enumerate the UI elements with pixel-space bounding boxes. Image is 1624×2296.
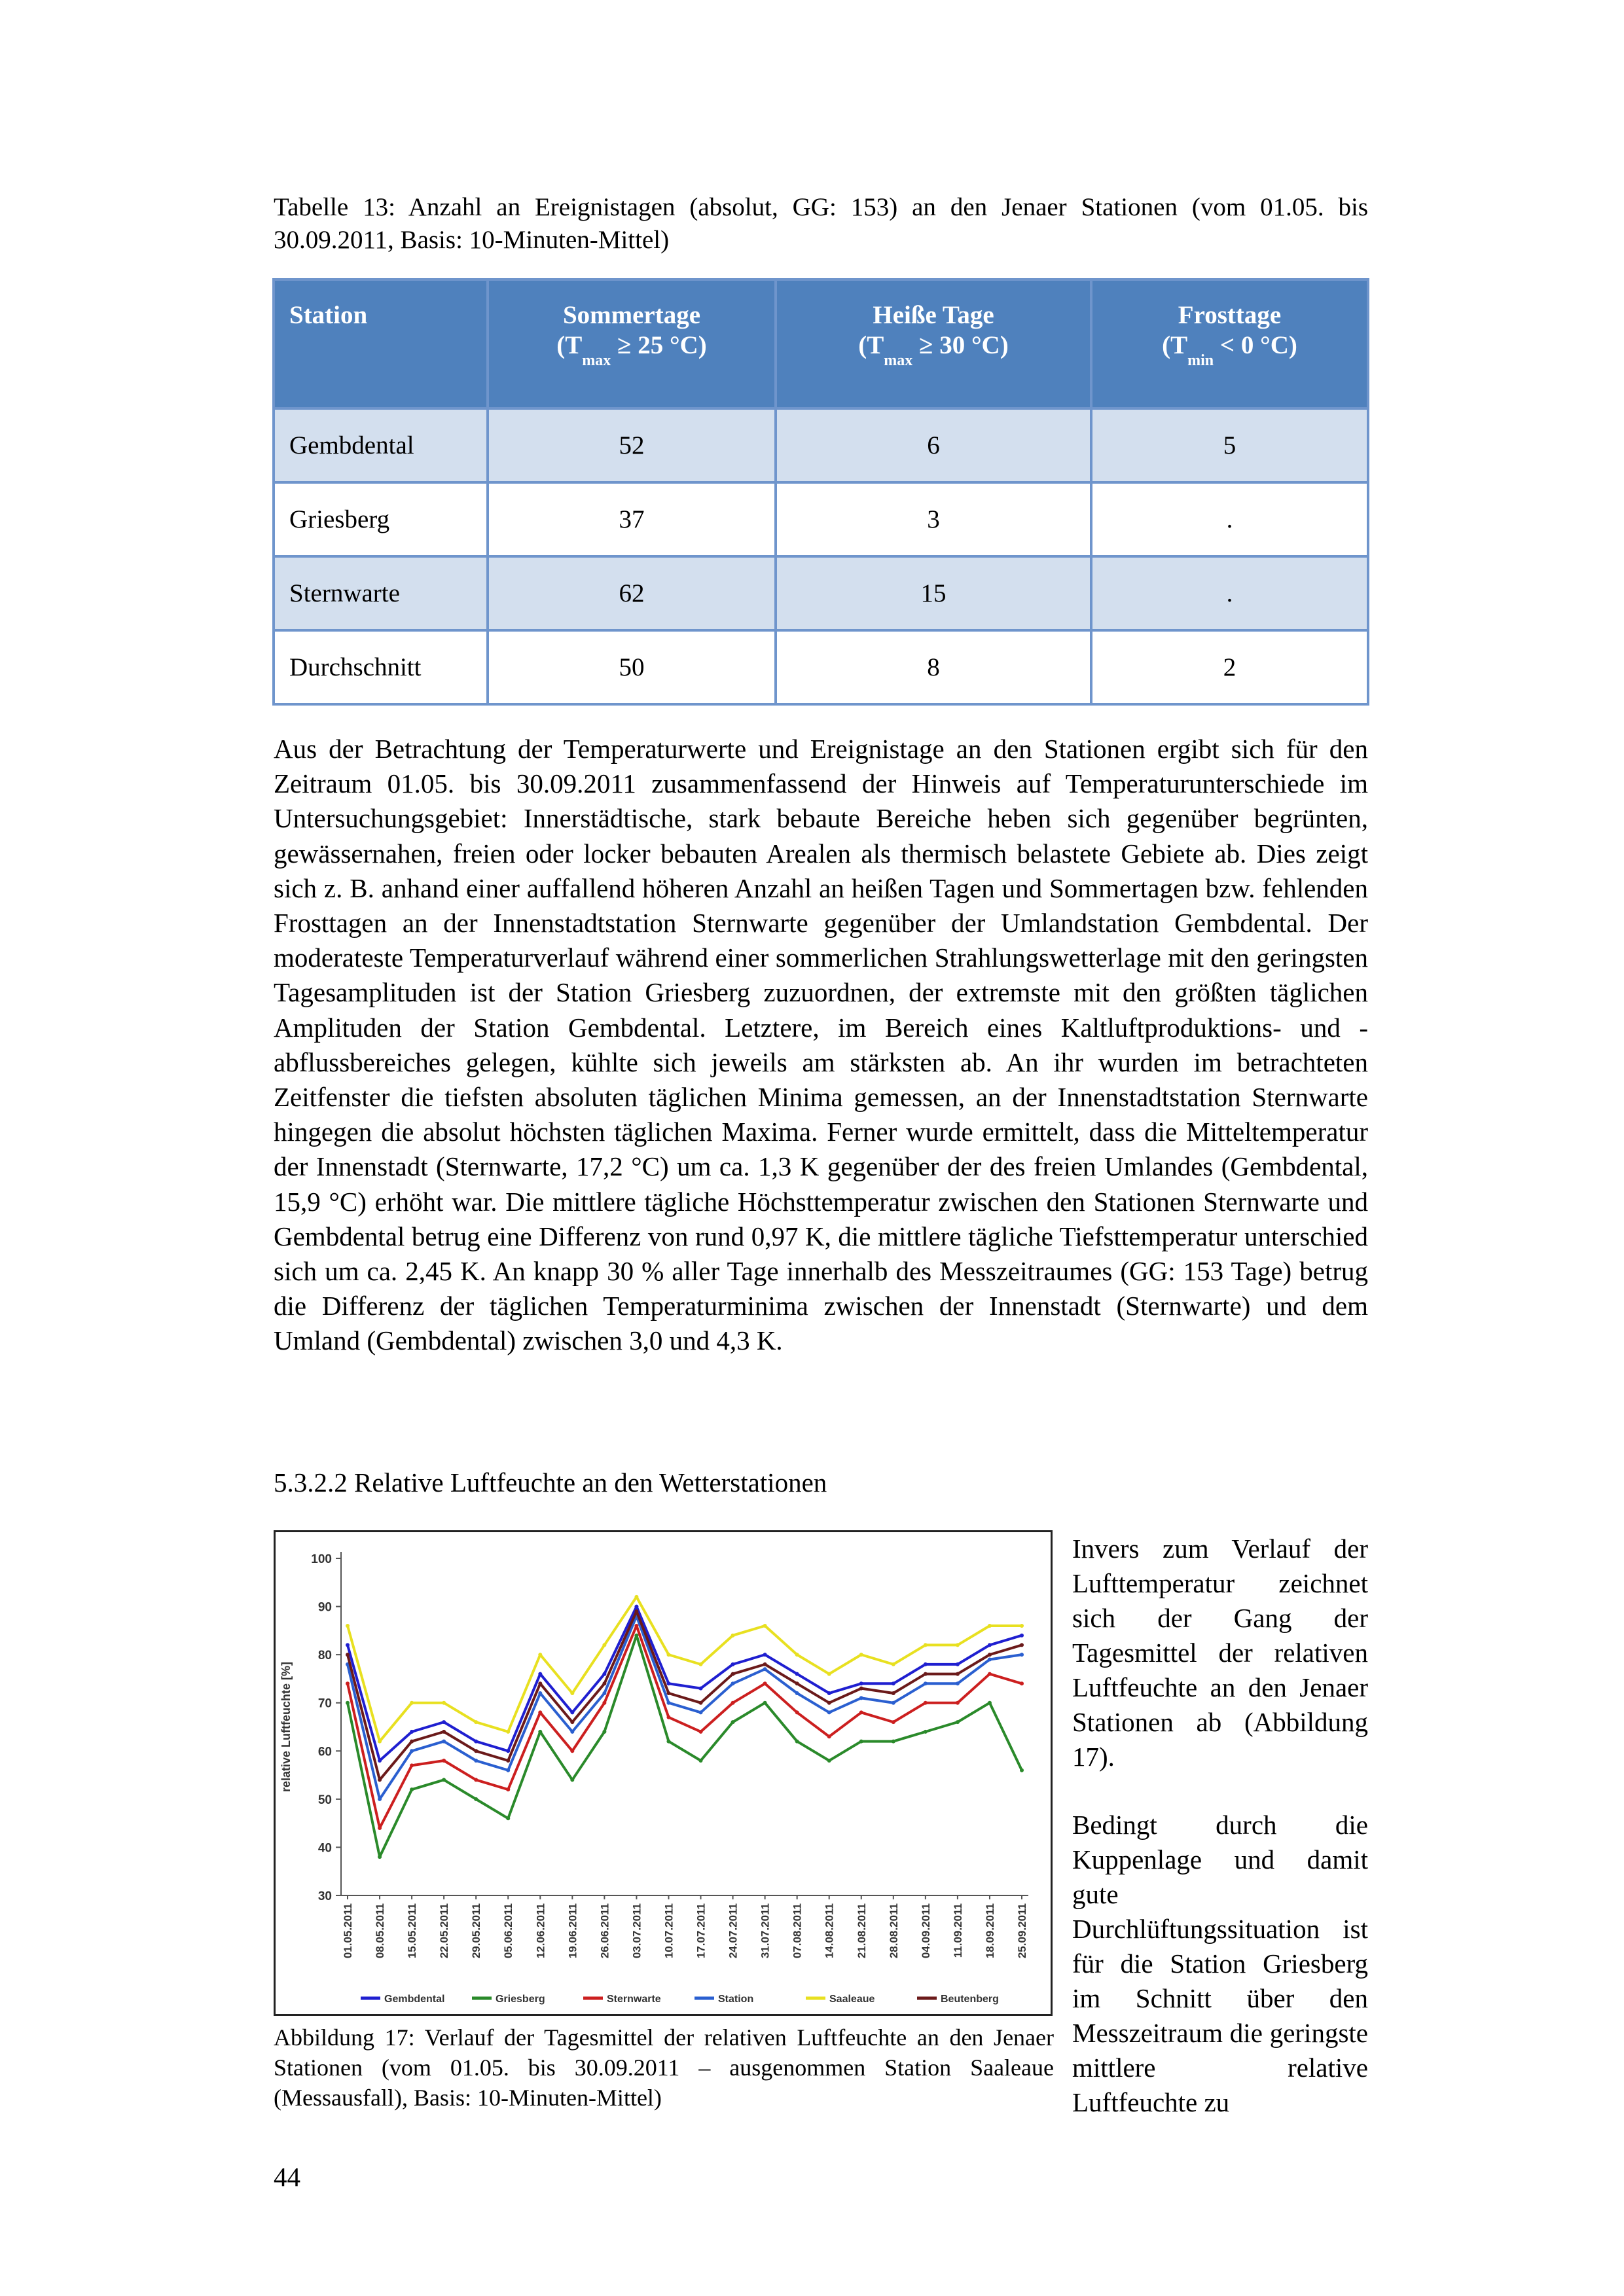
x-tick-label: 01.05.2011 — [342, 1903, 354, 1959]
page-number: 44 — [274, 2162, 300, 2192]
data-point — [442, 1701, 446, 1705]
data-point — [859, 1653, 863, 1657]
data-point — [410, 1740, 414, 1744]
header-station-label: Station — [289, 301, 368, 329]
data-point — [956, 1672, 960, 1676]
y-tick-label: 40 — [317, 1841, 332, 1856]
data-point — [346, 1643, 350, 1647]
data-point — [988, 1658, 992, 1662]
data-point — [892, 1662, 895, 1666]
data-point — [731, 1681, 735, 1685]
data-point — [538, 1653, 542, 1657]
data-point — [570, 1749, 574, 1753]
data-point — [988, 1672, 992, 1676]
data-point — [795, 1653, 799, 1657]
series-line-gembdental — [348, 1607, 1022, 1761]
table-cell: Gembdental — [274, 408, 488, 482]
x-tick-label: 31.07.2011 — [759, 1903, 772, 1959]
table-cell: . — [1091, 482, 1368, 556]
series-line-beutenberg — [348, 1611, 1022, 1780]
header-station — [274, 279, 488, 408]
data-point — [378, 1778, 382, 1782]
data-point — [666, 1715, 670, 1719]
header-sommertage-label: Sommertage — [562, 301, 701, 329]
header-frosttage-label: Frosttage — [1178, 301, 1282, 329]
table-cell: 3 — [776, 482, 1091, 556]
y-tick-label: 30 — [317, 1890, 332, 1903]
data-point — [763, 1653, 767, 1657]
data-point — [602, 1672, 606, 1676]
data-point — [410, 1787, 414, 1791]
data-point — [827, 1759, 831, 1763]
data-point — [731, 1701, 735, 1705]
data-point — [699, 1662, 703, 1666]
data-point — [924, 1681, 928, 1685]
series-line-saaleaue — [348, 1597, 1022, 1742]
table-row — [274, 556, 1368, 630]
table-header-row — [274, 279, 1368, 408]
x-tick-label: 03.07.2011 — [630, 1903, 643, 1959]
header-frosttage — [1091, 279, 1368, 408]
table-cell: 37 — [488, 482, 776, 556]
data-point — [538, 1691, 542, 1695]
data-point — [795, 1691, 799, 1695]
side-text-2: Bedingt durch die Kuppenlage und damit gute Durchlüftungssituation ist für die Station Griesberg im Schnitt über den Messzeitraum die geringste mittlere relative Luftfeuchte zu — [1072, 1810, 1368, 2117]
y-tick-label: 60 — [317, 1745, 332, 1759]
x-tick-label: 19.06.2011 — [566, 1903, 579, 1959]
data-point — [378, 1740, 382, 1744]
table-cell: 15 — [776, 556, 1091, 630]
body-paragraph: Aus der Betrachtung der Temperaturwerte und Ereignistage an den Stationen ergibt sich für den Zeitraum 01.05. bis 30.09.2011 zusammenfassend der Hinweis auf Temperaturunterschiede im Untersuchungsgebiet: Innerstädtische, stark bebaute Bereiche heben sich gegenüber begrünten, gewässernahen, freien oder locker bebauten Arealen als thermisch belastete Gebiete ab. Dies zeigt sich z. B. anhand einer auffallend höheren Anzahl an heißen Tagen und Sommertagen bzw. fehlenden Frosttagen an der Innenstadtstation Sternwarte gegenüber der Umlandstation Gembdental. Der moderateste Temperaturverlauf während einer sommerlichen Strahlungswetterlage mit den geringsten Tagesamplituden ist der Station Griesberg zuzuordnen, der extremste mit den größten täglichen Amplituden der Station Gembdental. Letztere, im Bereich eines Kaltluftproduktions- und -abflussbereiches gelegen, kühlte sich jeweils am stärksten ab. An ihr wurden im betrachteten Zeitfenster die tiefsten absoluten täglichen Minima gemessen, an der Innenstadtstation Sternwarte hingegen die absolut höchsten täglichen Maxima. Ferner wurde ermittelt, dass die Mitteltemperatur der Innenstadt (Sternwarte, 17,2 °C) um ca. 1,3 K gegenüber der des freien Umlandes (Gembdental, 15,9 °C) erhöht war. Die mittlere tägliche Höchsttemperatur zwischen den Stationen Sternwarte und Gembdental betrug eine Differenz von rund 0,97 K, die mittlere tägliche Tiefsttemperatur unterschied sich um ca. 2,45 K. An knapp 30 % aller Tage innerhalb des Messzeitraumes (GG: 153 Tage) betrug die Differenz der täglichen Temperaturminima zwischen der Innenstadt (Sternwarte) und dem Umland (Gembdental) zwischen 3,0 und 4,3 K. — [274, 734, 1368, 1356]
humidity-line-chart — [276, 1532, 1051, 2014]
table-cell: 2 — [1091, 630, 1368, 704]
data-point — [699, 1701, 703, 1705]
data-point — [474, 1797, 478, 1801]
data-point — [634, 1609, 638, 1613]
data-point — [378, 1797, 382, 1801]
data-point — [795, 1672, 799, 1676]
table-cell: Durchschnitt — [274, 630, 488, 704]
data-point — [570, 1710, 574, 1714]
data-point — [474, 1740, 478, 1744]
data-point — [892, 1681, 895, 1685]
x-tick-label: 14.08.2011 — [823, 1903, 836, 1959]
data-point — [1020, 1643, 1024, 1647]
table-row — [274, 482, 1368, 556]
data-point — [1020, 1653, 1024, 1657]
legend-label: Saaleaue — [829, 1994, 875, 2005]
data-point — [570, 1778, 574, 1782]
data-point — [538, 1730, 542, 1734]
series-line-station — [348, 1616, 1022, 1799]
data-point — [474, 1749, 478, 1753]
data-point — [570, 1730, 574, 1734]
data-point — [699, 1730, 703, 1734]
data-point — [763, 1701, 767, 1705]
data-point — [442, 1778, 446, 1782]
legend-label: Sternwarte — [607, 1994, 661, 2005]
table-cell: Griesberg — [274, 482, 488, 556]
data-point — [346, 1681, 350, 1685]
x-tick-label: 11.09.2011 — [951, 1903, 964, 1958]
data-point — [795, 1681, 799, 1685]
header-frosttage-formula: ($T_{min} < 0$ °C) — [1162, 331, 1297, 369]
table-cell: 52 — [488, 408, 776, 482]
x-tick-label: 18.09.2011 — [983, 1903, 996, 1959]
data-point — [956, 1701, 960, 1705]
data-point — [763, 1667, 767, 1671]
table-cell: Sternwarte — [274, 556, 488, 630]
data-point — [827, 1701, 831, 1705]
data-point — [956, 1643, 960, 1647]
data-point — [892, 1691, 895, 1695]
data-point — [731, 1672, 735, 1676]
x-tick-label: 07.08.2011 — [791, 1903, 804, 1959]
data-point — [506, 1787, 510, 1791]
data-point — [1020, 1634, 1024, 1638]
data-point — [474, 1759, 478, 1763]
table-cell: 5 — [1091, 408, 1368, 482]
data-point — [506, 1730, 510, 1734]
data-point — [956, 1720, 960, 1724]
data-point — [666, 1701, 670, 1705]
data-point — [634, 1595, 638, 1599]
x-tick-label: 08.05.2011 — [374, 1903, 387, 1959]
data-point — [474, 1720, 478, 1724]
x-tick-label: 26.06.2011 — [598, 1903, 611, 1959]
data-point — [538, 1672, 542, 1676]
data-point — [1020, 1681, 1024, 1685]
table-row — [274, 408, 1368, 482]
header-heisse-tage-formula: ($T_{max} \ge 30$ °C) — [858, 331, 1009, 369]
data-point — [634, 1634, 638, 1638]
data-point — [570, 1720, 574, 1724]
data-point — [378, 1759, 382, 1763]
data-point — [924, 1662, 928, 1666]
series-line-sternwarte — [348, 1626, 1022, 1828]
y-tick-label: 80 — [317, 1649, 332, 1663]
header-sommertage — [488, 279, 776, 408]
x-tick-label: 04.09.2011 — [919, 1903, 932, 1959]
data-point — [634, 1624, 638, 1628]
x-tick-label: 05.06.2011 — [502, 1903, 515, 1959]
x-tick-label: 29.05.2011 — [470, 1903, 483, 1959]
data-point — [570, 1691, 574, 1695]
data-point — [410, 1763, 414, 1767]
data-point — [442, 1759, 446, 1763]
y-axis-label: relative Luftfeuchte [%] — [280, 1661, 293, 1793]
data-point — [410, 1749, 414, 1753]
legend-label: Gembdental — [384, 1994, 445, 2005]
data-point — [666, 1691, 670, 1695]
humidity-figure — [274, 1530, 1053, 2016]
data-point — [346, 1701, 350, 1705]
data-point — [924, 1730, 928, 1734]
data-point — [859, 1681, 863, 1685]
y-tick-label: 100 — [311, 1552, 332, 1566]
data-point — [442, 1720, 446, 1724]
data-point — [666, 1740, 670, 1744]
table-cell: 8 — [776, 630, 1091, 704]
event-days-table — [272, 278, 1369, 706]
data-point — [956, 1662, 960, 1666]
x-tick-label: 12.06.2011 — [534, 1903, 547, 1959]
data-point — [410, 1730, 414, 1734]
data-point — [602, 1701, 606, 1705]
x-tick-label: 22.05.2011 — [438, 1903, 451, 1959]
data-point — [666, 1681, 670, 1685]
section-heading: 5.3.2.2 Relative Luftfeuchte an den Wetterstationen — [274, 1467, 827, 1498]
data-point — [859, 1696, 863, 1700]
data-point — [666, 1653, 670, 1657]
x-tick-label: 21.08.2011 — [855, 1903, 868, 1959]
data-point — [988, 1624, 992, 1628]
data-point — [346, 1624, 350, 1628]
data-point — [506, 1749, 510, 1753]
x-tick-label: 10.07.2011 — [662, 1903, 676, 1959]
table-cell: 6 — [776, 408, 1091, 482]
data-point — [859, 1687, 863, 1691]
data-point — [763, 1662, 767, 1666]
data-point — [827, 1734, 831, 1738]
data-point — [924, 1701, 928, 1705]
x-tick-label: 25.09.2011 — [1016, 1903, 1028, 1959]
data-point — [827, 1672, 831, 1676]
table-cell: 62 — [488, 556, 776, 630]
data-point — [859, 1710, 863, 1714]
data-point — [538, 1681, 542, 1685]
data-point — [731, 1662, 735, 1666]
data-point — [731, 1720, 735, 1724]
data-point — [924, 1643, 928, 1647]
data-point — [442, 1740, 446, 1744]
y-tick-label: 70 — [317, 1696, 332, 1711]
data-point — [602, 1730, 606, 1734]
x-tick-label: 15.05.2011 — [406, 1903, 419, 1959]
y-tick-label: 50 — [317, 1793, 332, 1807]
table-cell: . — [1091, 556, 1368, 630]
side-text-1: Invers zum Verlauf der Lufttemperatur zeichnet sich der Gang der Tagesmittel der relativen Luftfeuchte an den Jenaer Stationen ab (Abbildung 17). — [1072, 1534, 1368, 1772]
table-cell: 50 — [488, 630, 776, 704]
data-point — [859, 1740, 863, 1744]
data-point — [924, 1672, 928, 1676]
data-point — [506, 1816, 510, 1820]
data-point — [892, 1720, 895, 1724]
legend-label: Griesberg — [496, 1994, 545, 2005]
data-point — [538, 1710, 542, 1714]
data-point — [602, 1643, 606, 1647]
data-point — [1020, 1624, 1024, 1628]
table-caption: Tabelle 13: Anzahl an Ereignistagen (absolut, GG: 153) an den Jenaer Stationen (vom 01.05. bis 30.09.2011, Basis: 10-Minuten-Mittel) — [274, 193, 1368, 254]
data-point — [474, 1778, 478, 1782]
data-point — [956, 1681, 960, 1685]
data-point — [1020, 1768, 1024, 1772]
data-point — [506, 1768, 510, 1772]
data-point — [602, 1681, 606, 1685]
data-point — [988, 1643, 992, 1647]
table-row — [274, 630, 1368, 704]
data-point — [410, 1701, 414, 1705]
data-point — [634, 1605, 638, 1609]
x-tick-label: 28.08.2011 — [887, 1903, 900, 1959]
data-point — [988, 1701, 992, 1705]
header-sommertage-formula: ($T_{max} \ge 25$ °C) — [556, 331, 707, 369]
data-point — [795, 1710, 799, 1714]
data-point — [892, 1701, 895, 1705]
legend-label: Beutenberg — [941, 1994, 999, 2005]
x-tick-label: 24.07.2011 — [727, 1903, 740, 1959]
data-point — [827, 1691, 831, 1695]
data-point — [892, 1740, 895, 1744]
data-point — [602, 1691, 606, 1695]
x-tick-label: 17.07.2011 — [695, 1903, 708, 1959]
header-heisse-tage-label: Heiße Tage — [873, 301, 994, 329]
data-point — [699, 1687, 703, 1691]
y-tick-label: 90 — [317, 1600, 332, 1615]
data-point — [763, 1624, 767, 1628]
data-point — [442, 1730, 446, 1734]
data-point — [346, 1653, 350, 1657]
header-heisse-tage — [776, 279, 1091, 408]
data-point — [378, 1826, 382, 1830]
data-point — [731, 1634, 735, 1638]
figure-caption: Abbildung 17: Verlauf der Tagesmittel der relativen Luftfeuchte an den Jenaer Stationen (vom 01.05. bis 30.09.2011 – ausgenommen Station Saaleaue (Messausfall), Basis: 10-Minuten-Mittel) — [274, 2024, 1054, 2111]
legend-label: Station — [718, 1994, 754, 2005]
data-point — [378, 1855, 382, 1859]
data-point — [506, 1759, 510, 1763]
data-point — [763, 1681, 767, 1685]
data-point — [699, 1759, 703, 1763]
data-point — [795, 1740, 799, 1744]
data-point — [699, 1710, 703, 1714]
data-point — [827, 1710, 831, 1714]
data-point — [988, 1653, 992, 1657]
